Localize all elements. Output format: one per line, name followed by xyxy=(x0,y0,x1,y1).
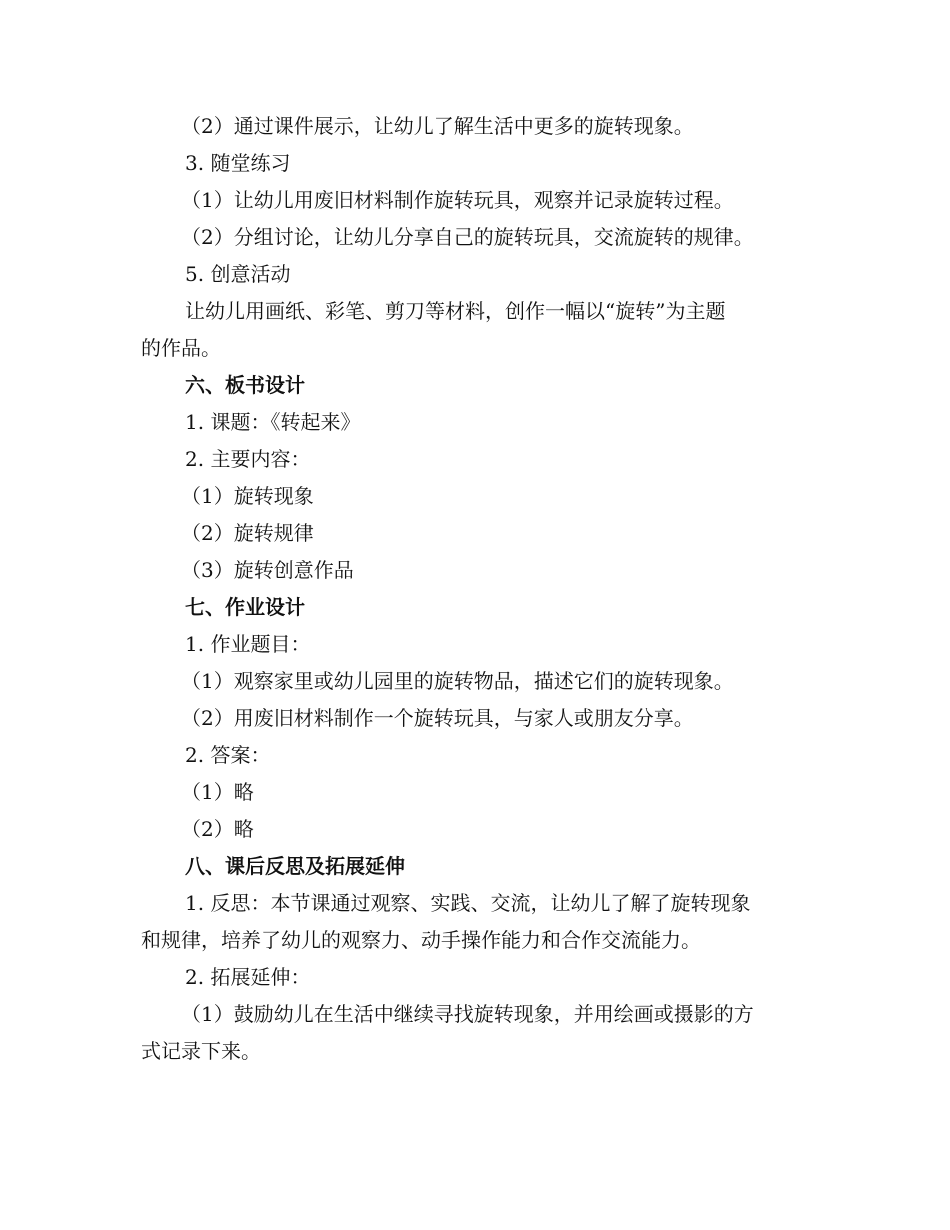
section-step: 2. 主要内容： xyxy=(185,447,311,471)
list-item: （2）用废旧材料制作一个旋转玩具，与家人或朋友分享。 xyxy=(181,706,694,730)
section-heading: 七、作业设计 xyxy=(185,595,305,619)
paragraph-line: 1. 反思：本节课通过观察、实践、交流，让幼儿了解了旋转现象 xyxy=(185,891,751,915)
list-item: （1）让幼儿用废旧材料制作旋转玩具，观察并记录旋转过程。 xyxy=(181,188,734,212)
section-heading: 六、板书设计 xyxy=(185,373,305,397)
paragraph-line: 让幼儿用画纸、彩笔、剪刀等材料，创作一幅以“旋转”为主题 xyxy=(185,299,726,323)
list-item: （2）略 xyxy=(181,817,254,841)
document-body xyxy=(141,108,809,1070)
section-step: 2. 答案： xyxy=(185,743,271,767)
list-item: （2）旋转规律 xyxy=(181,521,314,545)
paragraph-line: 和规律，培养了幼儿的观察力、动手操作能力和合作交流能力。 xyxy=(141,928,701,952)
list-item: （3）旋转创意作品 xyxy=(181,558,354,582)
list-item: （2）分组讨论，让幼儿分享自己的旋转玩具，交流旋转的规律。 xyxy=(181,225,754,249)
paragraph-line: 式记录下来。 xyxy=(141,1039,261,1063)
list-item: （1）旋转现象 xyxy=(181,484,314,508)
section-step: 5. 创意活动 xyxy=(185,262,291,286)
list-item: （1）鼓励幼儿在生活中继续寻找旋转现象，并用绘画或摄影的方 xyxy=(181,1002,754,1026)
section-step: 1. 课题：《转起来》 xyxy=(185,410,361,434)
section-step: 2. 拓展延伸： xyxy=(185,965,311,989)
paragraph-line: 的作品。 xyxy=(141,336,221,360)
list-item: （1）略 xyxy=(181,780,254,804)
section-heading: 八、课后反思及拓展延伸 xyxy=(185,854,405,878)
section-step: 3. 随堂练习 xyxy=(185,151,291,175)
list-item: （1）观察家里或幼儿园里的旋转物品，描述它们的旋转现象。 xyxy=(181,669,734,693)
section-step: 1. 作业题目： xyxy=(185,632,311,656)
list-item: （2）通过课件展示，让幼儿了解生活中更多的旋转现象。 xyxy=(181,114,694,138)
